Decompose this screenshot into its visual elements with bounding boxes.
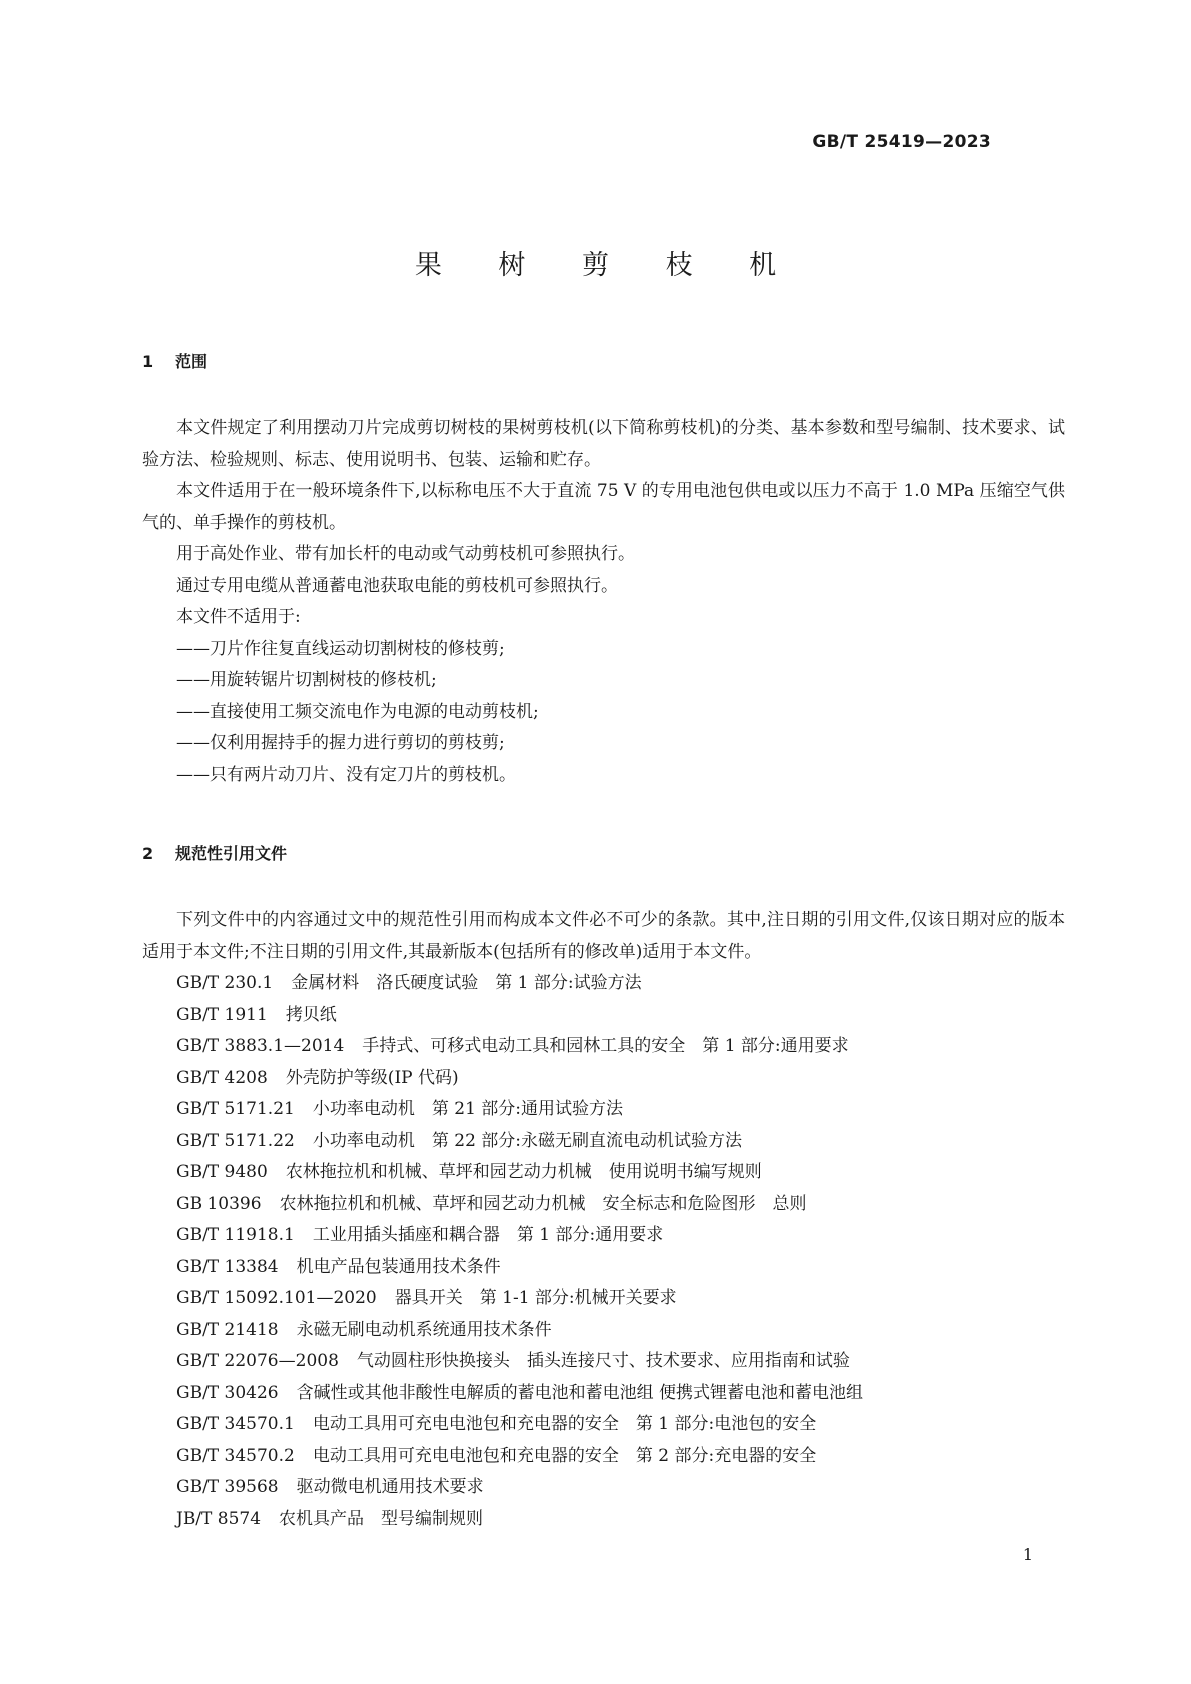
reference-code: GB/T 34570.1 — [176, 1414, 295, 1434]
reference-item — [142, 1378, 1065, 1410]
document-body — [142, 345, 1065, 1535]
reference-title: 机电产品包装通用技术条件 — [296, 1256, 501, 1277]
reference-item — [142, 1157, 1065, 1189]
scope-paragraph-2: 本文件适用于在一般环境条件下,以标称电压不大于直流 75 V 的专用电池包供电或以压力不高于 1.0 MPa 压缩空气供气的、单手操作的剪枝机。 — [142, 481, 1065, 533]
reference-item — [142, 1000, 1065, 1032]
reference-item — [142, 1441, 1065, 1473]
section-title: 范围 — [175, 352, 208, 371]
section-number: 2 — [142, 844, 154, 863]
reference-code: GB/T 1911 — [176, 1004, 268, 1025]
reference-title: 电动工具用可充电电池包和充电器的安全 第 1 部分:电池包的安全 — [312, 1414, 817, 1434]
reference-title: 农林拖拉机和机械、草坪和园艺动力机械 安全标志和危险图形 总则 — [279, 1193, 807, 1214]
reference-code: GB/T 30426 — [176, 1382, 279, 1403]
reference-code: GB/T 4208 — [176, 1067, 268, 1088]
reference-code: GB/T 230.1 — [176, 973, 274, 993]
list-item: ——仅利用握持手的握力进行剪切的剪枝剪; — [176, 733, 505, 753]
list-item: ——刀片作往复直线运动切割树枝的修枝剪; — [176, 638, 505, 659]
reference-code: JB/T 8574 — [176, 1508, 262, 1529]
reference-title: 小功率电动机 第 21 部分:通用试验方法 — [312, 1099, 624, 1119]
reference-code: GB/T 9480 — [176, 1162, 268, 1182]
reference-title: 工业用插头插座和耦合器 第 1 部分:通用要求 — [312, 1225, 664, 1245]
document-title: 果 树 剪 枝 机 — [414, 250, 801, 281]
list-item: ——直接使用工频交流电作为电源的电动剪枝机; — [176, 701, 539, 722]
reference-title: 金属材料 洛氏硬度试验 第 1 部分:试验方法 — [291, 973, 642, 993]
reference-title: 农机具产品 型号编制规则 — [279, 1508, 484, 1529]
reference-title: 手持式、可移式电动工具和园林工具的安全 第 1 部分:通用要求 — [362, 1036, 849, 1056]
reference-code: GB/T 5171.22 — [176, 1130, 295, 1151]
reference-code: GB/T 11918.1 — [176, 1225, 295, 1245]
reference-item — [142, 1346, 1065, 1378]
reference-list — [142, 968, 1065, 1535]
reference-item — [142, 1063, 1065, 1095]
reference-item — [142, 1409, 1065, 1441]
reference-item — [142, 1252, 1065, 1284]
list-item: ——只有两片动刀片、没有定刀片的剪枝机。 — [176, 764, 516, 785]
standard-code: GB/T 25419—2023 — [812, 132, 991, 152]
reference-item — [142, 1504, 1065, 1536]
reference-title: 拷贝纸 — [285, 1004, 337, 1025]
reference-title: 农林拖拉机和机械、草坪和园艺动力机械 使用说明书编写规则 — [285, 1162, 762, 1182]
scope-paragraph-1: 本文件规定了利用摆动刀片完成剪切树枝的果树剪枝机(以下简称剪枝机)的分类、基本参数和型号编制、技术要求、试验方法、检验规则、标志、使用说明书、包装、运输和贮存。 — [142, 418, 1065, 470]
exclusion-list — [142, 634, 1065, 792]
reference-title: 永磁无刷电动机系统通用技术条件 — [296, 1319, 552, 1340]
reference-item — [142, 968, 1065, 1000]
page-number: 1 — [1022, 1545, 1033, 1564]
reference-title: 小功率电动机 第 22 部分:永磁无刷直流电动机试验方法 — [312, 1130, 743, 1151]
reference-item — [142, 1126, 1065, 1158]
section-1-heading — [142, 345, 1065, 379]
reference-code: GB/T 5171.21 — [176, 1099, 295, 1119]
section-2-heading — [142, 837, 1065, 871]
reference-code: GB/T 22076—2008 — [176, 1351, 339, 1371]
scope-line-4: 通过专用电缆从普通蓄电池获取电能的剪枝机可参照执行。 — [176, 575, 618, 596]
reference-title: 驱动微电机通用技术要求 — [296, 1477, 484, 1497]
reference-code: GB/T 3883.1—2014 — [176, 1036, 345, 1056]
reference-item — [142, 1031, 1065, 1063]
reference-code: GB/T 39568 — [176, 1477, 279, 1497]
reference-title: 含碱性或其他非酸性电解质的蓄电池和蓄电池组 便携式锂蓄电池和蓄电池组 — [296, 1382, 864, 1403]
reference-code: GB/T 13384 — [176, 1256, 279, 1277]
section-title: 规范性引用文件 — [175, 844, 288, 863]
reference-item — [142, 1220, 1065, 1252]
reference-item — [142, 1315, 1065, 1347]
reference-title: 器具开关 第 1-1 部分:机械开关要求 — [394, 1288, 677, 1308]
scope-line-5: 本文件不适用于: — [176, 607, 301, 627]
references-intro: 下列文件中的内容通过文中的规范性引用而构成本文件必不可少的条款。其中,注日期的引用文件,仅该日期对应的版本适用于本文件;不注日期的引用文件,其最新版本(包括所有的修改单)适用于本文件。 — [142, 910, 1065, 962]
reference-item — [142, 1283, 1065, 1315]
reference-item — [142, 1472, 1065, 1504]
reference-item — [142, 1189, 1065, 1221]
reference-title: 气动圆柱形快换接头 插头连接尺寸、技术要求、应用指南和试验 — [356, 1351, 850, 1371]
reference-title: 外壳防护等级(IP 代码) — [285, 1067, 459, 1088]
reference-code: GB/T 21418 — [176, 1319, 279, 1340]
reference-code: GB 10396 — [176, 1193, 262, 1214]
section-number: 1 — [142, 352, 154, 371]
reference-code: GB/T 34570.2 — [176, 1445, 295, 1466]
reference-title: 电动工具用可充电电池包和充电器的安全 第 2 部分:充电器的安全 — [312, 1445, 817, 1466]
reference-code: GB/T 15092.101—2020 — [176, 1288, 377, 1308]
reference-item — [142, 1094, 1065, 1126]
list-item: ——用旋转锯片切割树枝的修枝机; — [176, 670, 437, 690]
scope-line-3: 用于高处作业、带有加长杆的电动或气动剪枝机可参照执行。 — [176, 544, 635, 564]
